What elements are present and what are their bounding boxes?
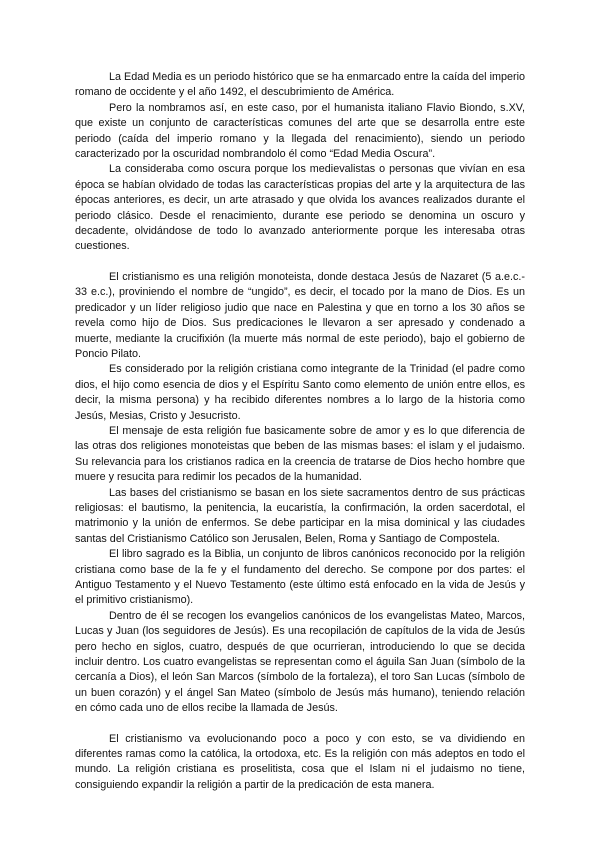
section-evolucion — [75, 732, 525, 794]
paragraph: La consideraba como oscura porque los medievalistas o personas que vivían en esa época se habían olvidado de todas las características propias del arte y la arquitectura de las épocas anteriores, es decir, un arte atrasado y que olvida los avances realizados durante el periodo clásico. Desde el renacimiento, durante ese periodo se denomina un oscuro y decadente, olvidándose de todo lo avanzado anteriormente porque les interesaba otras cuestiones. — [75, 163, 525, 253]
section-edad-media — [75, 70, 525, 255]
paragraph: La Edad Media es un periodo histórico que se ha enmarcado entre la caída del imperio romano de occidente y el año 1492, el descubrimiento de América. — [75, 71, 525, 99]
section-cristianismo — [75, 270, 525, 717]
paragraph: El mensaje de esta religión fue basicamente sobre de amor y es lo que diferencia de las otras dos religiones monoteistas que beben de las mismas bases: el islam y el judaismo. Su relevancia para los cristianos radica en la creencia de tratarse de Dios hecho hombre que muere y resucita para redimir los pecados de la humanidad. — [75, 424, 525, 484]
paragraph: El cristianismo es una religión monoteista, donde destaca Jesús de Nazaret (5 a.e.c.- 33 e.c.), proviniendo el nombre de “ungido”, es decir, el tocado por la mano de Dios. Es un predicador y un líder religioso judio que nace en Palestina y que en torno a los 30 años se revela como hijo de Dios. Sus predicaciones le llevaron a ser apresado y condenado a muerte, mediante la crucifixión (la muerte más normal de este periodo), bajo el gobierno de Poncio Pilato. — [75, 270, 525, 360]
paragraph: Las bases del cristianismo se basan en los siete sacramentos dentro de sus prácticas religiosas: el bautismo, la penitencia, la eucaristía, la confirmación, la orden sacerdotal, el matrimonio y la unión de enfermos. Se debe participar en la misa dominical y las ciudades santas del Cristianismo Católico son Jerusalen, Belen, Roma y Santiago de Compostela. — [75, 486, 525, 545]
paragraph: El cristianismo va evolucionando poco a poco y con esto, se va dividiendo en diferentes ramas como la católica, la ortodoxa, etc. Es la religión con más adeptos en todo el mundo. La religión cristiana es proselitista, cosa que el Islam ni el judaismo no tiene, consiguiendo expandir la religión a partir de la predicación de esta manera. — [75, 732, 525, 791]
paragraph: Es considerado por la religión cristiana como integrante de la Trinidad (el padre como dios, el hijo como esencia de dios y el Espíritu Santo como elemento de unión entre ellos, es decir, la misma persona) y ha recibido diferentes nombres a lo largo de la historia como Jesús, Mesias, Cristo y Jesucristo. — [75, 363, 525, 422]
paragraph: Dentro de él se recogen los evangelios canónicos de los evangelistas Mateo, Marcos, Lucas y Juan (los seguidores de Jesús). Es una recopilación de capítulos de la vida de Jesús pero hecho en siglos, cuatro, después de que ocurrieran, introduciendo lo que se decida incluir dentro. Los cuatro evangelistas se representan como el águila San Juan (símbolo de la cercanía a Dios), el león San Marcos (símbolo de la fortaleza), el toro San Lucas (símbolo de un buen corazón) y el ángel San Mateo (símbolo de Jesús más humano), teniendo relación en cómo cada uno de ellos recibe la llamada de Jesús. — [75, 609, 525, 715]
paragraph: Pero la nombramos así, en este caso, por el humanista italiano Flavio Biondo, s.XV, que existe un conjunto de características comunes del arte que se desarrolla entre este periodo (caída del imperio romano y la llegada del renacimiento), siendo un periodo caracterizado por la oscuridad nombrandolo él como “Edad Media Oscura”. — [75, 101, 525, 161]
paragraph: El libro sagrado es la Biblia, un conjunto de libros canónicos reconocido por la religión cristiana como base de la fe y el fundamento del derecho. Se compone por dos partes: el Antiguo Testamento y el Nuevo Testamento (este último está enfocado en la vida de Jesús y el primitivo cristianismo). — [75, 548, 525, 607]
